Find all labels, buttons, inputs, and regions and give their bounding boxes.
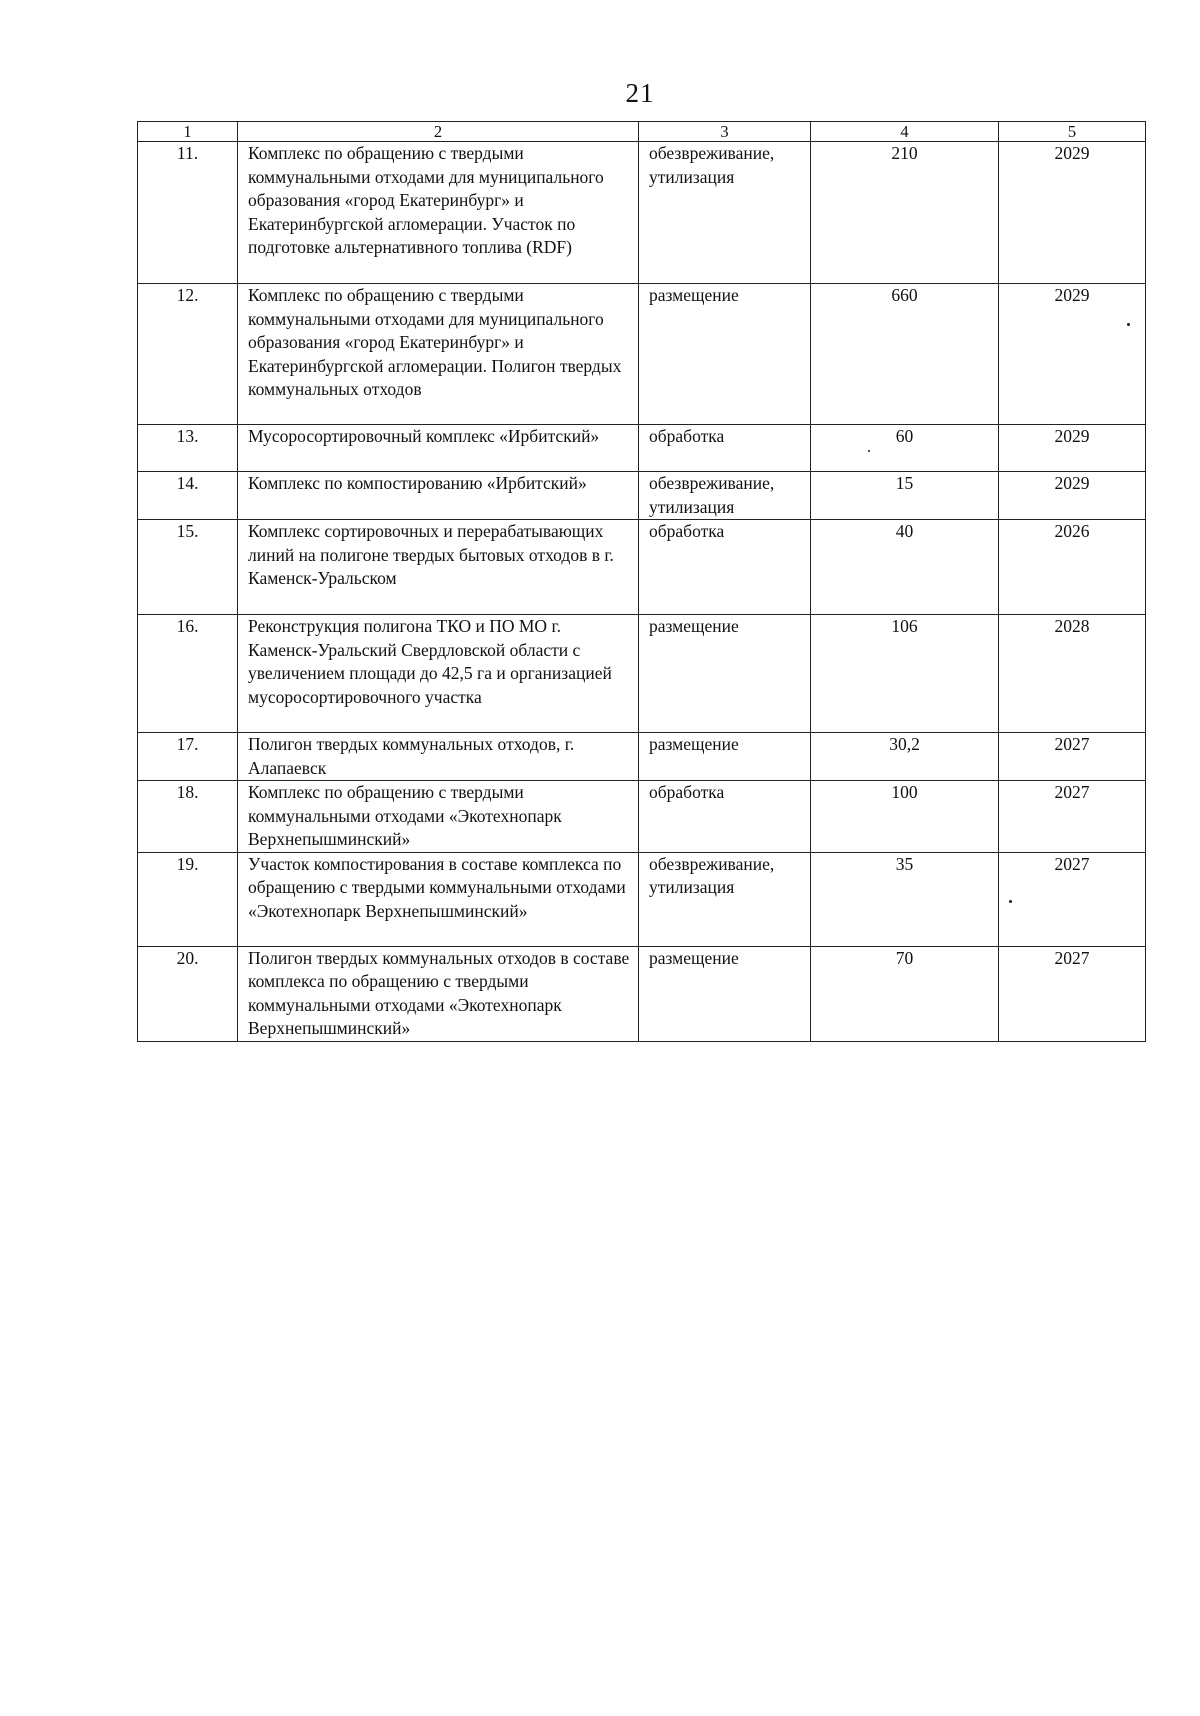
operation-cell: размещение <box>639 733 811 781</box>
year-cell: 2029 <box>999 425 1146 472</box>
operation-cell: размещение <box>639 615 811 733</box>
year-cell: 2027 <box>999 946 1146 1041</box>
row-number-cell: 13. <box>138 425 238 472</box>
column-number: 4 <box>811 122 999 142</box>
row-number-cell: 14. <box>138 472 238 520</box>
row-number-cell: 11. <box>138 142 238 284</box>
row-number-cell: 16. <box>138 615 238 733</box>
operation-cell: размещение <box>639 946 811 1041</box>
facility-name-cell: Полигон твердых коммунальных отходов, г. Алапаевск <box>238 733 639 781</box>
table-row <box>138 733 1146 781</box>
operation-cell: обезвреживание, утилизация <box>639 472 811 520</box>
capacity-cell: 70 <box>811 946 999 1041</box>
row-number-cell: 15. <box>138 520 238 615</box>
row-number-cell: 18. <box>138 781 238 853</box>
column-number: 2 <box>238 122 639 142</box>
column-number: 3 <box>639 122 811 142</box>
table-row <box>138 615 1146 733</box>
capacity-cell: 106 <box>811 615 999 733</box>
column-number-row <box>138 122 1146 142</box>
table-row <box>138 852 1146 946</box>
scan-speck <box>1009 900 1012 903</box>
year-cell: 2027 <box>999 733 1146 781</box>
capacity-cell: 100 <box>811 781 999 853</box>
year-cell: 2026 <box>999 520 1146 615</box>
capacity-cell: 35 <box>811 852 999 946</box>
operation-cell: обработка <box>639 520 811 615</box>
operation-cell: обезвреживание, утилизация <box>639 852 811 946</box>
capacity-cell: 660 <box>811 284 999 425</box>
facility-name-cell: Комплекс по обращению с твердыми коммунальными отходами для муниципального образования «город Екатеринбург» и Екатеринбургской агломерации. Участок по подготовке альтернативного топлива (RDF) <box>238 142 639 284</box>
year-cell: 2029 <box>999 472 1146 520</box>
operation-cell: обработка <box>639 781 811 853</box>
year-cell: 2027 <box>999 781 1146 853</box>
capacity-cell: 210 <box>811 142 999 284</box>
row-number-cell: 17. <box>138 733 238 781</box>
capacity-cell: 15 <box>811 472 999 520</box>
facility-name-cell: Комплекс по обращению с твердыми коммунальными отходами «Экотехнопарк Верхнепышминский» <box>238 781 639 853</box>
row-number-cell: 12. <box>138 284 238 425</box>
year-cell: 2027 <box>999 852 1146 946</box>
table-row <box>138 284 1146 425</box>
column-number: 1 <box>138 122 238 142</box>
facility-name-cell: Полигон твердых коммунальных отходов в составе комплекса по обращению с твердыми коммунальными отходами «Экотехнопарк Верхнепышминский» <box>238 946 639 1041</box>
row-number-cell: 20. <box>138 946 238 1041</box>
year-cell: 2029 <box>999 142 1146 284</box>
operation-cell: обезвреживание, утилизация <box>639 142 811 284</box>
scan-speck <box>868 450 870 452</box>
capacity-cell: 40 <box>811 520 999 615</box>
facility-name-cell: Комплекс по компостированию «Ирбитский» <box>238 472 639 520</box>
table-row <box>138 425 1146 472</box>
table-row <box>138 142 1146 284</box>
operation-cell: размещение <box>639 284 811 425</box>
row-number-cell: 19. <box>138 852 238 946</box>
capacity-cell: 30,2 <box>811 733 999 781</box>
operation-cell: обработка <box>639 425 811 472</box>
facility-name-cell: Комплекс сортировочных и перерабатывающих линий на полигоне твердых бытовых отходов в г. Каменск-Уральском <box>238 520 639 615</box>
facility-name-cell: Участок компостирования в составе комплекса по обращению с твердыми коммунальными отходами «Экотехнопарк Верхнепышминский» <box>238 852 639 946</box>
table-row <box>138 472 1146 520</box>
table-row <box>138 520 1146 615</box>
column-number: 5 <box>999 122 1146 142</box>
facility-name-cell: Мусоросортировочный комплекс «Ирбитский» <box>238 425 639 472</box>
table-row <box>138 781 1146 853</box>
page-number: 21 <box>625 78 655 108</box>
table-row <box>138 946 1146 1041</box>
waste-facilities-table <box>137 121 1146 1042</box>
year-cell: 2029 <box>999 284 1146 425</box>
facility-name-cell: Реконструкция полигона ТКО и ПО МО г. Каменск-Уральский Свердловской области с увеличением площади до 42,5 га и организацией мусоросортировочного участка <box>238 615 639 733</box>
scan-speck <box>1127 323 1130 326</box>
year-cell: 2028 <box>999 615 1146 733</box>
facility-name-cell: Комплекс по обращению с твердыми коммунальными отходами для муниципального образования «город Екатеринбург» и Екатеринбургской агломерации. Полигон твердых коммунальных отходов <box>238 284 639 425</box>
capacity-cell: 60 <box>811 425 999 472</box>
